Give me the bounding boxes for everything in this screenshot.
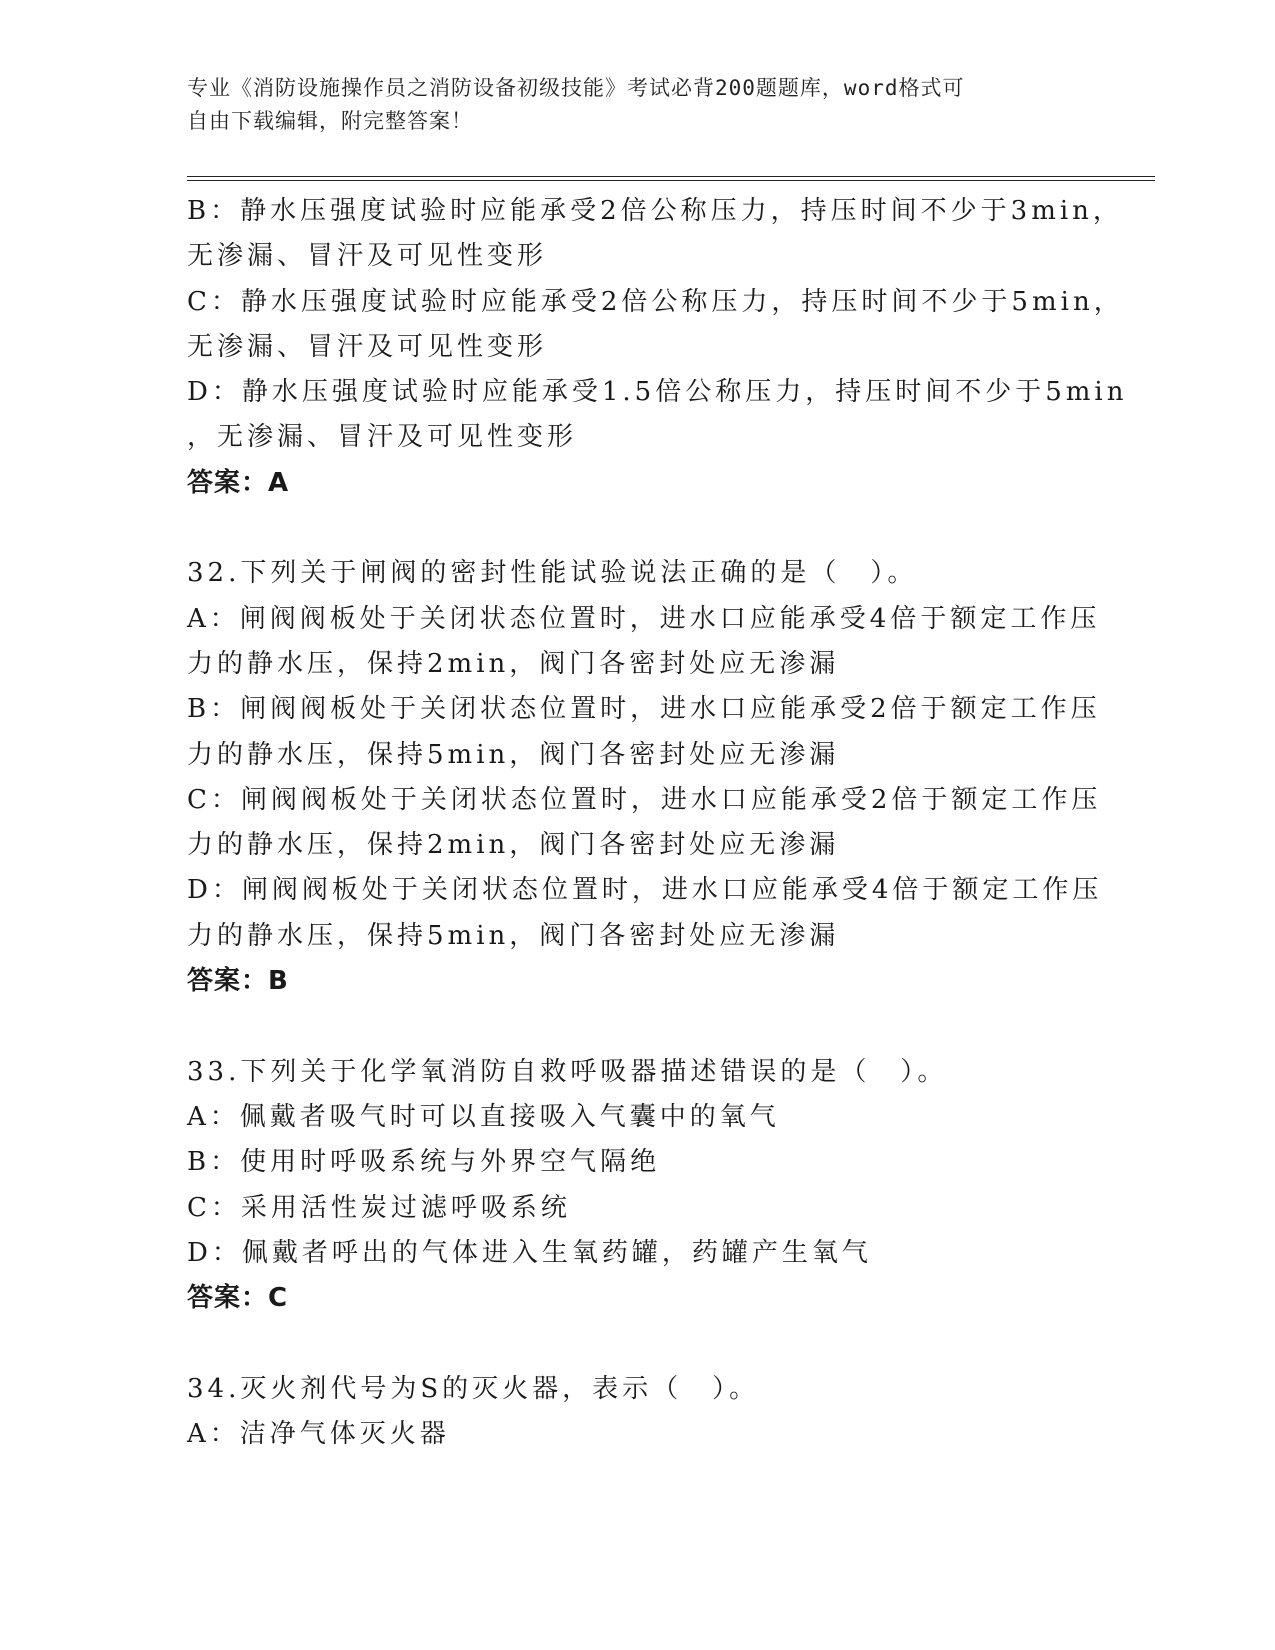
q33-option-b: B：使用时呼吸系统与外界空气隔绝	[187, 1147, 661, 1178]
header-rule	[187, 176, 1155, 181]
document-header	[187, 72, 1087, 138]
q34-option-a: A：洁净气体灭火器	[187, 1419, 450, 1450]
q32-option-c-line-2: 力的静水压，保持2min，阀门各密封处应无渗漏	[187, 830, 840, 861]
q32-stem: 32.下列关于闸阀的密封性能试验说法正确的是（ ）。	[187, 558, 918, 589]
spacer	[187, 506, 1087, 551]
q31-option-d-line-2: ，无渗漏、冒汗及可见性变形	[187, 422, 578, 453]
q31-option-d-line-1: D：静水压强度试验时应能承受1.5倍公称压力，持压时间不少于5min	[187, 377, 1128, 408]
q34-stem: 34.灭火剂代号为S的灭火器，表示（ ）。	[187, 1373, 760, 1404]
q33-option-c: C：采用活性炭过滤呼吸系统	[187, 1192, 571, 1223]
q32-option-c-line-1: C：闸阀阀板处于关闭状态位置时，进水口应能承受2倍于额定工作压	[187, 784, 1102, 815]
q32-option-a-line-2: 力的静水压，保持2min，阀门各密封处应无渗漏	[187, 648, 840, 679]
q31-answer: 答案：A	[187, 467, 290, 498]
spacer	[187, 1004, 1087, 1049]
q31-option-c-line-1: C：静水压强度试验时应能承受2倍公称压力，持压时间不少于5min，	[187, 286, 1124, 317]
spacer	[187, 1321, 1087, 1366]
q33-option-a: A：佩戴者吸气时可以直接吸入气囊中的氧气	[187, 1101, 780, 1132]
q32-option-d-line-2: 力的静水压，保持5min，阀门各密封处应无渗漏	[187, 920, 840, 951]
q31-option-c-line-2: 无渗漏、冒汗及可见性变形	[187, 331, 548, 362]
q32-option-b-line-1: B：闸阀阀板处于关闭状态位置时，进水口应能承受2倍于额定工作压	[187, 694, 1101, 725]
q32-option-b-line-2: 力的静水压，保持5min，阀门各密封处应无渗漏	[187, 739, 840, 770]
header-line-2: 自由下载编辑，附完整答案！	[187, 109, 473, 133]
q32-option-d-line-1: D：闸阀阀板处于关闭状态位置时，进水口应能承受4倍于额定工作压	[187, 875, 1103, 906]
q31-option-b-line-1: B：静水压强度试验时应能承受2倍公称压力，持压时间不少于3min，	[187, 196, 1123, 226]
q33-stem: 33.下列关于化学氧消防自救呼吸器描述错误的是（ ）。	[187, 1056, 948, 1087]
q32-option-a-line-1: A：闸阀阀板处于关闭状态位置时，进水口应能承受4倍于额定工作压	[187, 603, 1101, 634]
header-line-1: 专业《消防设施操作员之消防设备初级技能》考试必背200题题库，word格式可	[187, 76, 965, 100]
q33-option-d: D：佩戴者呼出的气体进入生氧药罐，药罐产生氧气	[187, 1237, 872, 1268]
q32-answer: 答案：B	[187, 966, 289, 997]
question-body	[187, 189, 1128, 1457]
q33-answer: 答案：C	[187, 1283, 289, 1314]
q31-option-b-line-2: 无渗漏、冒汗及可见性变形	[187, 241, 548, 272]
